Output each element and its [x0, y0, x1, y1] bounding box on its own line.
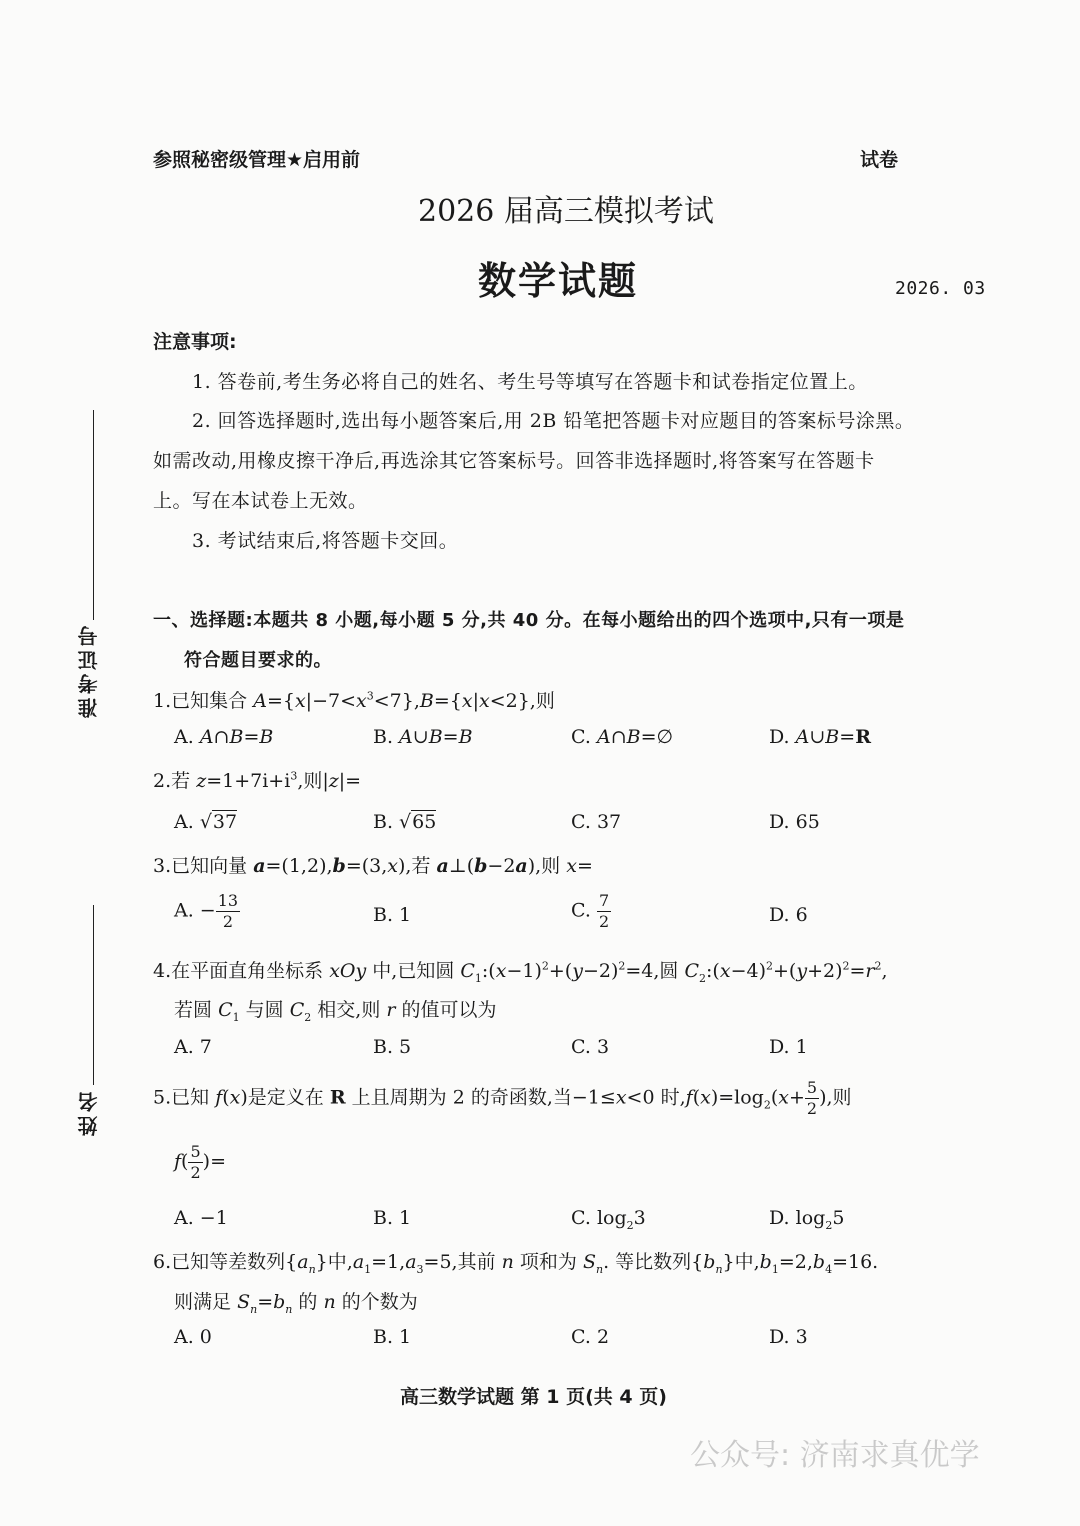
question-6-line2: 则满足 $S_n=b_n$ 的 n 的个数为 [174, 1291, 418, 1316]
q4-option-b: B. 5 [373, 1036, 412, 1058]
section1-line1: 一、选择题:本题共 8 小题,每小题 5 分,共 40 分。在每小题给出的四个选项中,只有一项是 [153, 610, 905, 631]
q3-option-d: D. 6 [769, 904, 808, 926]
q4-option-a: A. 7 [174, 1036, 212, 1058]
question-4-line2: 若圆 $C_1$ 与圆 $C_2$ 相交,则 r 的值可以为 [174, 999, 497, 1024]
q5-number: 5. [153, 1086, 172, 1109]
question-3: 3.已知向量 a=(1,2),b=(3,x),若 a⊥(b−2a),则 x= [153, 855, 593, 877]
subject-title: 数学试题 [478, 259, 639, 303]
q1-text: 已知集合 [171, 690, 248, 712]
q5-option-b: B. 1 [373, 1207, 412, 1229]
exam-number-label: 准考证号 [77, 622, 101, 718]
q3-number: 3. [153, 855, 172, 877]
notes-item-1: 1. 答卷前,考生务必将自己的姓名、考生号等填写在答题卡和试卷指定位置上。 [192, 371, 868, 393]
exam-number-line [93, 410, 94, 620]
q6-option-d: D. 3 [769, 1326, 808, 1348]
question-1: 1.已知集合 $A=\{x|-7<x^3<7\},B=\{x|x<2\}$,则 [153, 689, 555, 712]
secrecy-label: 参照秘密级管理★启用前 [153, 149, 361, 171]
q6-option-c: C. 2 [571, 1326, 610, 1348]
q2-number: 2. [153, 770, 172, 792]
q3-option-c: C. $\frac{7}{2}$ [571, 891, 610, 931]
q1-number: 1. [153, 690, 172, 712]
q1-option-d: D. A∪B=R [769, 726, 871, 748]
notes-item-2-line2: 如需改动,用橡皮擦干净后,再选涂其它答案标号。回答非选择题时,将答案写在答题卡 [153, 450, 875, 472]
doc-type-label: 试卷 [860, 149, 899, 171]
watermark: 公众号: 济南求真优学 [690, 1438, 980, 1473]
question-5: 5.已知 f(x)是定义在 R 上且周期为 2 的奇函数,当−1≤x<0 时$,f(x)=\log_2(x+$ $\frac{5}{2}$ ),则 [153, 1078, 852, 1118]
q6-option-b: B. 1 [373, 1326, 412, 1348]
q5-option-d: D. $\log_25$ [769, 1207, 845, 1232]
question-6: 6.已知等差数列$\{a_n\}$中$,a_1=1,a_3=5$,其前 n 项和为 $S_n$. 等比数列$\{b_n\}$中$,b_1=2,b_4=16$. [153, 1251, 879, 1276]
q4-option-c: C. 3 [571, 1036, 610, 1058]
q4-option-d: D. 1 [769, 1036, 808, 1058]
notes-heading: 注意事项: [153, 331, 237, 353]
q3-option-b: B. 1 [373, 904, 412, 926]
notes-item-3: 3. 考试结束后,将答题卡交回。 [192, 530, 459, 552]
exam-title: 2026 届高三模拟考试 [418, 194, 714, 229]
q6-option-a: A. 0 [174, 1326, 212, 1348]
q3-text: 已知向量 [171, 855, 248, 877]
name-label: 姓名 [77, 1088, 101, 1136]
q2-text: 若 [171, 770, 191, 792]
question-5-line2: f( $\frac{5}{2}$ )= [174, 1142, 226, 1182]
name-line [93, 905, 94, 1085]
q2-option-a: A. √37 [174, 811, 238, 833]
section1-line2: 符合题目要求的。 [184, 650, 332, 671]
notes-item-2-line3: 上。写在本试卷上无效。 [153, 490, 368, 512]
page-footer: 高三数学试题 第 1 页(共 4 页) [400, 1386, 667, 1408]
question-2: 2.若 $z=1+7i+i^3$,则|z|= [153, 769, 362, 792]
q6-number: 6. [153, 1251, 172, 1273]
q2-option-d: D. 65 [769, 811, 820, 833]
q2-option-c: C. 37 [571, 811, 622, 833]
q4-text: 在平面直角坐标系 [171, 960, 324, 982]
q4-line2-text: 若圆 [174, 999, 213, 1021]
question-4: 4.在平面直角坐标系 xOy 中,已知圆 $C_1:(x-1)^2+(y-2)^2=4$,圆 $C_2:(x-4)^2+(y+2)^2=r^2$, [153, 959, 888, 985]
q4-number: 4. [153, 960, 172, 982]
q6-text: 已知等差数列 [171, 1251, 286, 1273]
q5-option-c: C. $\log_23$ [571, 1207, 646, 1232]
q5-option-a: A. −1 [174, 1207, 228, 1229]
q1-option-b: B. A∪B=B [373, 726, 473, 748]
notes-item-2-line1: 2. 回答选择题时,选出每小题答案后,用 2B 铅笔把答题卡对应题目的答案标号涂黑。 [192, 410, 915, 432]
q1-option-a: A. A∩B=B [174, 726, 274, 748]
exam-date: 2026. 03 [895, 278, 986, 299]
q6-line2-text: 则满足 [174, 1291, 232, 1313]
q2-option-b: B. √65 [373, 811, 437, 833]
q5-text: 已知 [171, 1086, 210, 1109]
q3-option-a: A. − $\frac{13}{2}$ [174, 891, 239, 931]
q1-option-c: C. A∩B=∅ [571, 726, 674, 748]
